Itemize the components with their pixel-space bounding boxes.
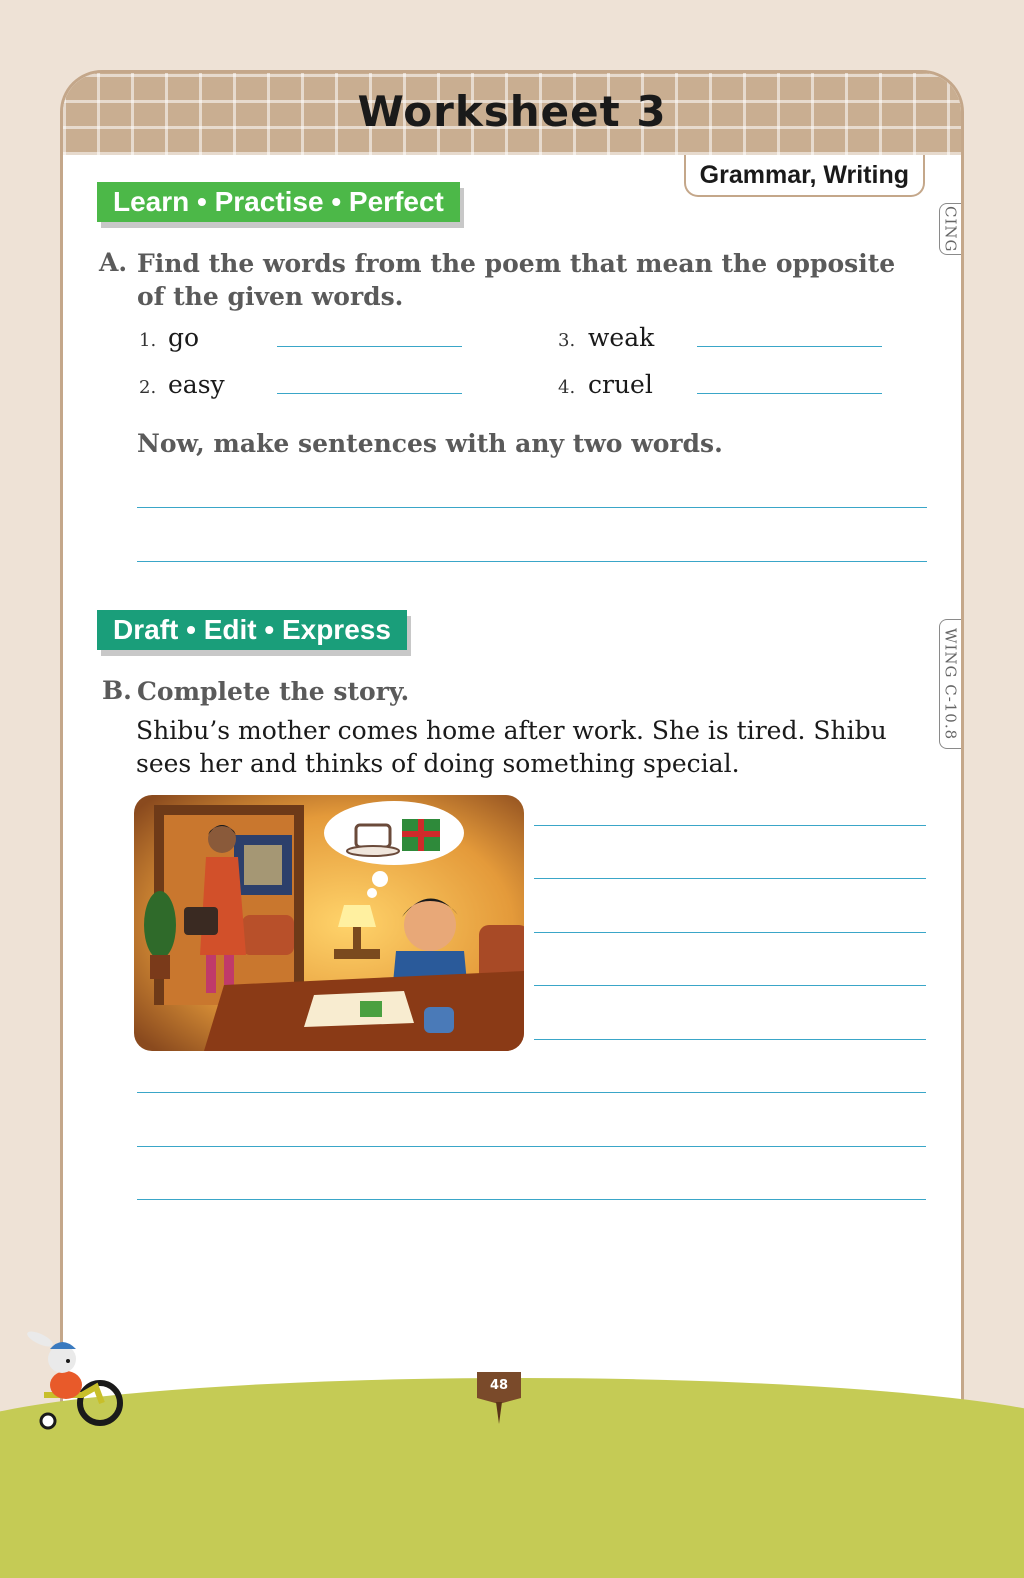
- item-word: easy: [168, 370, 225, 399]
- writing-line[interactable]: [137, 1199, 926, 1200]
- story-prompt: Shibu’s mother comes home after work. She is tired. Shibu sees her and thinks of doing something special.: [136, 716, 887, 778]
- writing-line[interactable]: [534, 1039, 926, 1040]
- page-title: Worksheet 3: [357, 87, 667, 136]
- item-word: cruel: [588, 370, 653, 399]
- question-b-instruction: Complete the story.: [137, 677, 410, 706]
- answer-line-2[interactable]: [277, 393, 462, 394]
- section-b-banner: Draft • Edit • Express: [97, 610, 407, 650]
- writing-line[interactable]: [534, 985, 926, 986]
- mother-and-child-illustration: [134, 795, 524, 1051]
- item-word: go: [168, 323, 200, 352]
- answer-line-4[interactable]: [697, 393, 882, 394]
- writing-line[interactable]: [534, 932, 926, 933]
- rabbit-on-tricycle-icon: [22, 1325, 130, 1430]
- topic-tag: Grammar, Writing: [684, 155, 925, 197]
- question-a-label: A.: [99, 248, 128, 277]
- item-word: weak: [588, 323, 655, 352]
- answer-line-1[interactable]: [277, 346, 462, 347]
- writing-line[interactable]: [137, 1146, 926, 1147]
- question-b-label: B.: [102, 676, 132, 705]
- writing-line[interactable]: [137, 561, 927, 562]
- writing-line[interactable]: [534, 825, 926, 826]
- page-number: 48: [489, 1378, 509, 1393]
- section-a-banner: Learn • Practise • Perfect: [97, 182, 460, 222]
- writing-line[interactable]: [534, 878, 926, 879]
- item-number: 4.: [558, 377, 576, 398]
- answer-line-3[interactable]: [697, 346, 882, 347]
- writing-line[interactable]: [137, 507, 927, 508]
- item-number: 1.: [139, 330, 157, 351]
- writing-line[interactable]: [137, 1092, 926, 1093]
- side-tab-top: CING: [939, 203, 961, 255]
- followup-instruction: Now, make sentences with any two words.: [137, 429, 723, 458]
- item-number: 3.: [558, 330, 576, 351]
- side-tab-middle: WING C-10.8: [939, 619, 961, 749]
- question-a-instruction: Find the words from the poem that mean the opposite of the given words.: [137, 249, 896, 311]
- item-number: 2.: [139, 377, 157, 398]
